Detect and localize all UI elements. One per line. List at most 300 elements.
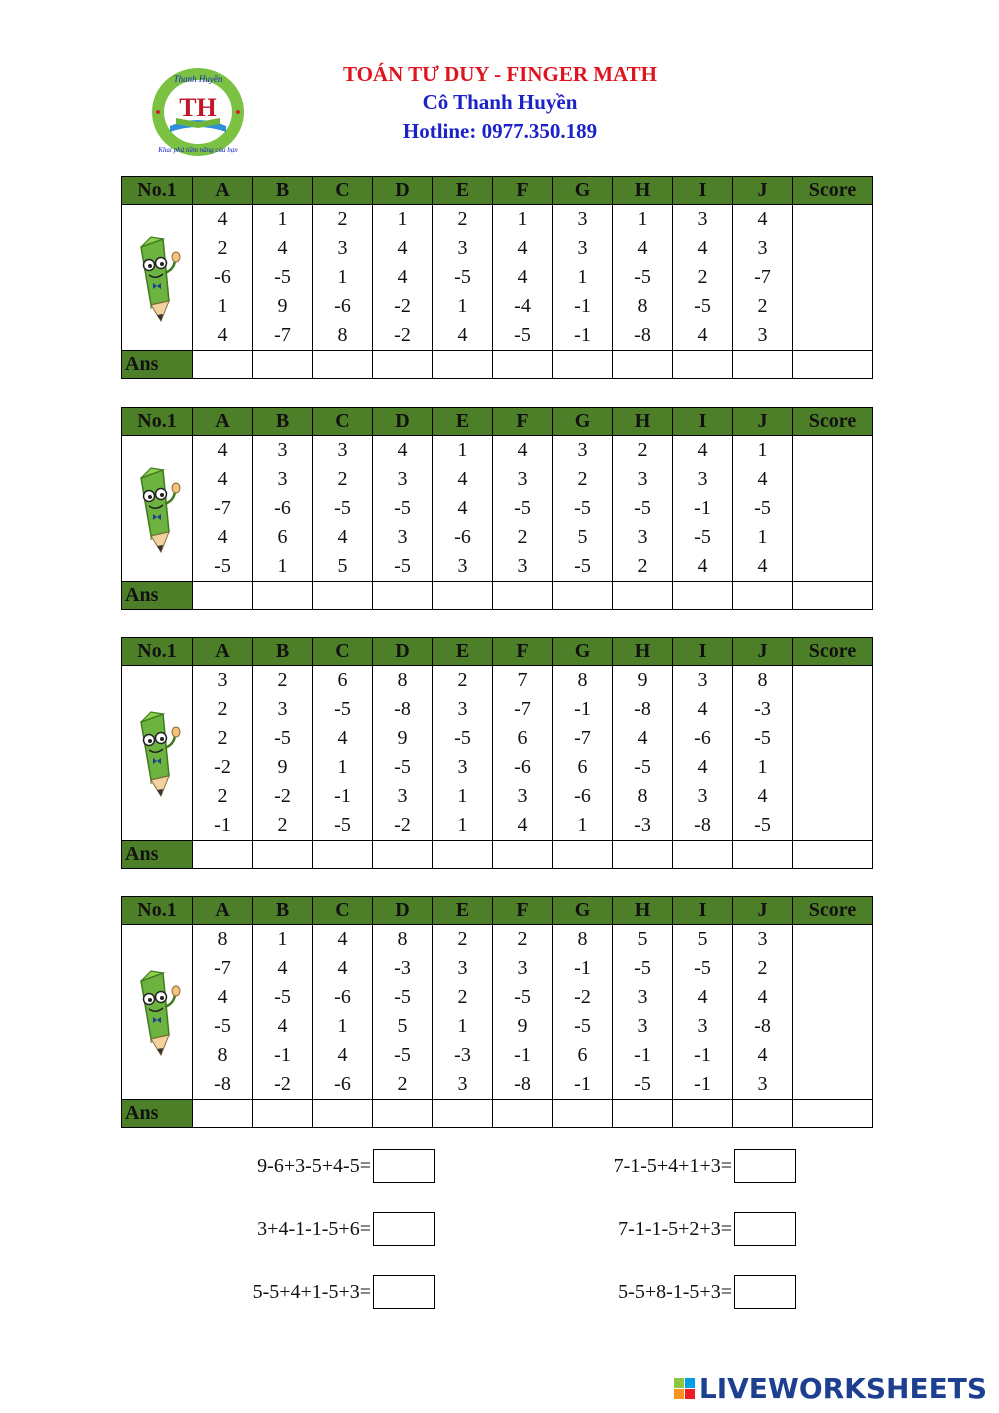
- number-cell: 4: [277, 1015, 288, 1037]
- number-cell: -5: [454, 727, 471, 749]
- answer-input-a[interactable]: [193, 582, 253, 610]
- logo: [150, 66, 246, 158]
- answer-input-f[interactable]: [493, 841, 553, 869]
- number-cell: 4: [217, 468, 228, 490]
- col-e-header: E: [433, 177, 493, 205]
- number-cell: 8: [397, 928, 408, 950]
- answer-input-f[interactable]: [493, 582, 553, 610]
- number-cell: -5: [394, 1044, 411, 1066]
- answer-input-g[interactable]: [553, 351, 613, 379]
- number-cell: 4: [697, 698, 708, 720]
- teacher-name: Cô Thanh Huyền: [422, 90, 578, 114]
- number-cell: -5: [634, 266, 651, 288]
- number-cell: -5: [274, 986, 291, 1008]
- number-cell: -6: [214, 266, 231, 288]
- number-cell: 2: [757, 295, 768, 317]
- answer-input-i[interactable]: [673, 841, 733, 869]
- number-cell: 3: [577, 208, 588, 230]
- no-label: No.1: [122, 638, 193, 666]
- logo-bottom-text: Khai phá tiềm năng của bạn: [158, 146, 238, 154]
- answer-input-d[interactable]: [373, 841, 433, 869]
- col-e-header: E: [433, 897, 493, 925]
- number-cell: 3: [457, 237, 468, 259]
- number-cell: 5: [577, 526, 588, 548]
- number-cell: 3: [277, 698, 288, 720]
- equation-text: 5-5+4+1-5+3=: [252, 1281, 371, 1303]
- number-cell: 3: [397, 468, 408, 490]
- number-cell: 2: [217, 237, 228, 259]
- number-column: [553, 925, 613, 1100]
- number-cell: 4: [337, 957, 348, 979]
- answer-input-e[interactable]: [433, 351, 493, 379]
- number-cell: -6: [694, 727, 711, 749]
- answer-input-b[interactable]: [253, 351, 313, 379]
- no-label: No.1: [122, 897, 193, 925]
- number-cell: 1: [337, 266, 348, 288]
- number-cell: 9: [517, 1015, 528, 1037]
- col-j-header: J: [733, 408, 793, 436]
- number-cell: 1: [397, 208, 408, 230]
- number-cell: -8: [214, 1073, 231, 1095]
- number-cell: -1: [634, 1044, 651, 1066]
- number-cell: -5: [574, 555, 591, 577]
- col-h-header: H: [613, 177, 673, 205]
- number-cell: 3: [277, 439, 288, 461]
- col-b-header: B: [253, 408, 313, 436]
- number-cell: 4: [277, 237, 288, 259]
- number-cell: -6: [454, 526, 471, 548]
- number-cell: 1: [277, 928, 288, 950]
- number-column: [493, 666, 553, 841]
- number-cell: -5: [694, 957, 711, 979]
- number-cell: 8: [637, 785, 648, 807]
- number-cell: 4: [337, 1044, 348, 1066]
- number-cell: 2: [337, 208, 348, 230]
- number-cell: 4: [217, 986, 228, 1008]
- answer-input-j[interactable]: [733, 1100, 793, 1128]
- number-cell: -1: [574, 957, 591, 979]
- number-cell: -5: [694, 526, 711, 548]
- numbers-row: [122, 666, 873, 841]
- pencil-mascot: [122, 666, 193, 841]
- col-j-header: J: [733, 638, 793, 666]
- number-cell: -5: [634, 1073, 651, 1095]
- number-cell: 2: [217, 727, 228, 749]
- number-cell: 4: [697, 986, 708, 1008]
- number-cell: 8: [217, 1044, 228, 1066]
- worksheet-table-1: [121, 176, 873, 379]
- answer-input-j[interactable]: [733, 582, 793, 610]
- answer-input-h[interactable]: [613, 351, 673, 379]
- number-cell: 9: [397, 727, 408, 749]
- number-cell: -5: [274, 727, 291, 749]
- number-cell: 3: [637, 1015, 648, 1037]
- number-cell: 4: [337, 928, 348, 950]
- number-cell: 2: [637, 439, 648, 461]
- answer-input-b[interactable]: [253, 582, 313, 610]
- answer-input-i[interactable]: [673, 582, 733, 610]
- number-cell: -7: [214, 497, 231, 519]
- number-cell: 3: [637, 986, 648, 1008]
- number-cell: 4: [757, 986, 768, 1008]
- number-cell: -5: [394, 497, 411, 519]
- number-cell: -5: [634, 497, 651, 519]
- number-cell: 1: [517, 208, 528, 230]
- number-cell: 5: [697, 928, 708, 950]
- answer-input-d[interactable]: [373, 351, 433, 379]
- number-column: [313, 436, 373, 582]
- equation-text: 5-5+8-1-5+3=: [618, 1281, 732, 1303]
- number-cell: -1: [574, 295, 591, 317]
- number-cell: 1: [577, 814, 588, 836]
- number-cell: -5: [454, 266, 471, 288]
- number-cell: 2: [397, 1073, 408, 1095]
- number-cell: 2: [457, 928, 468, 950]
- number-column: [613, 205, 673, 351]
- number-cell: -2: [394, 295, 411, 317]
- number-column: [733, 205, 793, 351]
- equation-3: [200, 1212, 435, 1246]
- number-cell: 3: [757, 237, 768, 259]
- number-cell: -5: [634, 957, 651, 979]
- answer-input-i[interactable]: [673, 1100, 733, 1128]
- equation-text: 7-1-1-5+2+3=: [618, 1218, 732, 1240]
- answer-input-j[interactable]: [733, 841, 793, 869]
- number-column: [673, 436, 733, 582]
- number-cell: 3: [637, 526, 648, 548]
- col-j-header: J: [733, 897, 793, 925]
- answer-input-a[interactable]: [193, 351, 253, 379]
- equation-answer-box[interactable]: [373, 1212, 435, 1246]
- hotline: Hotline: 0977.350.189: [402, 119, 598, 143]
- number-cell: 2: [337, 468, 348, 490]
- answer-input-i[interactable]: [673, 351, 733, 379]
- answer-row: [122, 351, 873, 379]
- number-cell: 5: [397, 1015, 408, 1037]
- number-cell: -5: [574, 1015, 591, 1037]
- number-cell: 3: [457, 555, 468, 577]
- number-cell: -5: [754, 814, 771, 836]
- pencil-mascot-icon: [122, 456, 192, 562]
- answer-input-a[interactable]: [193, 1100, 253, 1128]
- number-cell: -1: [274, 1044, 291, 1066]
- col-c-header: C: [313, 638, 373, 666]
- number-cell: 1: [757, 526, 768, 548]
- number-cell: 2: [577, 468, 588, 490]
- number-cell: 3: [457, 698, 468, 720]
- col-g-header: G: [553, 897, 613, 925]
- number-cell: 5: [637, 928, 648, 950]
- number-cell: 1: [337, 1015, 348, 1037]
- number-cell: 3: [757, 1073, 768, 1095]
- number-cell: -5: [514, 324, 531, 346]
- table-header-row: [122, 897, 873, 925]
- number-column: [553, 666, 613, 841]
- number-cell: -1: [514, 1044, 531, 1066]
- number-cell: 4: [397, 237, 408, 259]
- table-header-row: [122, 177, 873, 205]
- number-cell: 4: [457, 497, 468, 519]
- number-cell: -8: [634, 698, 651, 720]
- logo-top-text: Thanh Huyền: [173, 74, 223, 84]
- number-cell: 8: [577, 669, 588, 691]
- ans-label: Ans: [122, 841, 193, 869]
- number-column: [193, 925, 253, 1100]
- number-cell: -2: [274, 785, 291, 807]
- number-cell: 3: [277, 468, 288, 490]
- number-cell: 6: [277, 526, 288, 548]
- number-cell: 4: [217, 208, 228, 230]
- number-column: [733, 666, 793, 841]
- col-d-header: D: [373, 177, 433, 205]
- number-cell: -7: [514, 698, 531, 720]
- equation-text: 9-6+3-5+4-5=: [257, 1155, 371, 1177]
- number-cell: 6: [517, 727, 528, 749]
- pencil-mascot: [122, 925, 193, 1100]
- answer-row: [122, 1100, 873, 1128]
- equation-2: [560, 1149, 796, 1183]
- answer-input-g[interactable]: [553, 582, 613, 610]
- answer-input-c[interactable]: [313, 582, 373, 610]
- answer-input-j[interactable]: [733, 351, 793, 379]
- score-header: Score: [793, 638, 873, 666]
- score-header: Score: [793, 177, 873, 205]
- col-a-header: A: [193, 897, 253, 925]
- score-cell[interactable]: [793, 436, 873, 582]
- number-cell: 2: [517, 928, 528, 950]
- number-cell: -1: [574, 1073, 591, 1095]
- answer-input-d[interactable]: [373, 1100, 433, 1128]
- number-cell: 3: [697, 785, 708, 807]
- number-cell: -5: [574, 497, 591, 519]
- number-cell: 3: [637, 468, 648, 490]
- score-cell[interactable]: [793, 925, 873, 1100]
- equation-text: 3+4-1-1-5+6=: [257, 1218, 371, 1240]
- col-b-header: B: [253, 638, 313, 666]
- number-column: [253, 666, 313, 841]
- number-cell: -1: [574, 324, 591, 346]
- answer-input-h[interactable]: [613, 1100, 673, 1128]
- col-c-header: C: [313, 897, 373, 925]
- col-c-header: C: [313, 408, 373, 436]
- number-cell: -5: [394, 756, 411, 778]
- pencil-mascot-icon: [122, 225, 192, 331]
- number-cell: 8: [757, 669, 768, 691]
- equation-4: [560, 1212, 796, 1246]
- col-d-header: D: [373, 897, 433, 925]
- number-cell: 8: [577, 928, 588, 950]
- col-j-header: J: [733, 177, 793, 205]
- equation-6: [560, 1275, 796, 1309]
- number-cell: -6: [574, 785, 591, 807]
- answer-input-h[interactable]: [613, 582, 673, 610]
- number-cell: 2: [277, 814, 288, 836]
- equation-answer-box[interactable]: [734, 1212, 796, 1246]
- number-cell: 3: [757, 324, 768, 346]
- number-cell: -7: [214, 957, 231, 979]
- answer-input-a[interactable]: [193, 841, 253, 869]
- answer-input-g[interactable]: [553, 841, 613, 869]
- answer-input-c[interactable]: [313, 841, 373, 869]
- number-cell: 8: [397, 669, 408, 691]
- number-cell: 3: [337, 237, 348, 259]
- number-cell: 1: [757, 756, 768, 778]
- number-cell: -6: [334, 986, 351, 1008]
- col-f-header: F: [493, 408, 553, 436]
- col-e-header: E: [433, 638, 493, 666]
- number-cell: 3: [517, 468, 528, 490]
- number-cell: 9: [277, 756, 288, 778]
- score-answer-cell[interactable]: [793, 351, 873, 379]
- number-cell: 1: [277, 208, 288, 230]
- number-cell: 3: [697, 1015, 708, 1037]
- col-a-header: A: [193, 177, 253, 205]
- col-f-header: F: [493, 177, 553, 205]
- no-label: No.1: [122, 408, 193, 436]
- col-f-header: F: [493, 638, 553, 666]
- number-cell: 8: [337, 324, 348, 346]
- col-d-header: D: [373, 408, 433, 436]
- equation-answer-box[interactable]: [373, 1275, 435, 1309]
- answer-input-e[interactable]: [433, 1100, 493, 1128]
- equation-answer-box[interactable]: [373, 1149, 435, 1183]
- number-cell: 4: [397, 439, 408, 461]
- score-cell[interactable]: [793, 205, 873, 351]
- number-cell: 4: [517, 814, 528, 836]
- answer-input-e[interactable]: [433, 841, 493, 869]
- number-column: [613, 925, 673, 1100]
- number-cell: 4: [517, 266, 528, 288]
- number-column: [373, 205, 433, 351]
- answer-input-e[interactable]: [433, 582, 493, 610]
- number-cell: -5: [334, 497, 351, 519]
- col-i-header: I: [673, 897, 733, 925]
- equation-answer-box[interactable]: [734, 1149, 796, 1183]
- score-header: Score: [793, 897, 873, 925]
- number-column: [493, 436, 553, 582]
- answer-input-d[interactable]: [373, 582, 433, 610]
- number-cell: -5: [694, 295, 711, 317]
- score-cell[interactable]: [793, 666, 873, 841]
- answer-input-c[interactable]: [313, 1100, 373, 1128]
- answer-input-g[interactable]: [553, 1100, 613, 1128]
- number-cell: -6: [334, 1073, 351, 1095]
- table-header-row: [122, 408, 873, 436]
- number-column: [373, 666, 433, 841]
- number-cell: 3: [397, 785, 408, 807]
- number-cell: 3: [697, 468, 708, 490]
- no-label: No.1: [122, 177, 193, 205]
- number-cell: -5: [514, 497, 531, 519]
- number-cell: -1: [574, 698, 591, 720]
- pencil-mascot-icon: [122, 700, 192, 806]
- number-cell: 1: [577, 266, 588, 288]
- ans-label: Ans: [122, 582, 193, 610]
- number-cell: 3: [397, 526, 408, 548]
- col-i-header: I: [673, 177, 733, 205]
- number-cell: 4: [397, 266, 408, 288]
- number-column: [673, 666, 733, 841]
- number-cell: 8: [637, 295, 648, 317]
- number-cell: -4: [514, 295, 531, 317]
- score-header: Score: [793, 408, 873, 436]
- pencil-mascot-icon: [122, 959, 192, 1065]
- answer-row: [122, 841, 873, 869]
- answer-input-h[interactable]: [613, 841, 673, 869]
- number-column: [733, 436, 793, 582]
- number-column: [253, 436, 313, 582]
- number-cell: -2: [394, 814, 411, 836]
- score-answer-cell[interactable]: [793, 582, 873, 610]
- col-h-header: H: [613, 638, 673, 666]
- number-cell: 3: [457, 756, 468, 778]
- answer-row: [122, 582, 873, 610]
- number-cell: 3: [217, 669, 228, 691]
- col-g-header: G: [553, 177, 613, 205]
- pencil-mascot: [122, 205, 193, 351]
- number-cell: 4: [217, 439, 228, 461]
- number-cell: 1: [457, 439, 468, 461]
- number-cell: 4: [457, 324, 468, 346]
- number-cell: 7: [517, 669, 528, 691]
- answer-input-f[interactable]: [493, 351, 553, 379]
- number-cell: -5: [514, 986, 531, 1008]
- number-cell: 4: [457, 468, 468, 490]
- number-cell: -3: [754, 698, 771, 720]
- number-column: [433, 666, 493, 841]
- answer-input-c[interactable]: [313, 351, 373, 379]
- number-cell: -2: [394, 324, 411, 346]
- number-cell: 2: [217, 698, 228, 720]
- score-answer-cell[interactable]: [793, 1100, 873, 1128]
- logo-mark: TH: [179, 93, 217, 122]
- number-column: [493, 205, 553, 351]
- number-cell: 6: [577, 1044, 588, 1066]
- number-cell: -5: [754, 727, 771, 749]
- number-cell: 4: [517, 439, 528, 461]
- answer-input-b[interactable]: [253, 1100, 313, 1128]
- number-cell: -1: [334, 785, 351, 807]
- liveworksheets-logo-icon: [674, 1378, 695, 1399]
- number-cell: -8: [514, 1073, 531, 1095]
- number-cell: 4: [337, 526, 348, 548]
- number-cell: -6: [334, 295, 351, 317]
- number-cell: 3: [457, 957, 468, 979]
- col-f-header: F: [493, 897, 553, 925]
- number-cell: 2: [457, 986, 468, 1008]
- number-cell: 4: [757, 1044, 768, 1066]
- number-cell: -6: [514, 756, 531, 778]
- col-d-header: D: [373, 638, 433, 666]
- number-column: [493, 925, 553, 1100]
- number-cell: 3: [577, 237, 588, 259]
- table-header-row: [122, 638, 873, 666]
- number-cell: 3: [577, 439, 588, 461]
- number-cell: -5: [334, 698, 351, 720]
- worksheet-table-2: [121, 407, 873, 610]
- number-cell: 1: [637, 208, 648, 230]
- score-answer-cell[interactable]: [793, 841, 873, 869]
- number-cell: 1: [757, 439, 768, 461]
- number-cell: -5: [334, 814, 351, 836]
- equation-answer-box[interactable]: [734, 1275, 796, 1309]
- answer-input-b[interactable]: [253, 841, 313, 869]
- number-cell: -3: [634, 814, 651, 836]
- answer-input-f[interactable]: [493, 1100, 553, 1128]
- number-cell: 2: [277, 669, 288, 691]
- number-column: [193, 666, 253, 841]
- col-g-header: G: [553, 638, 613, 666]
